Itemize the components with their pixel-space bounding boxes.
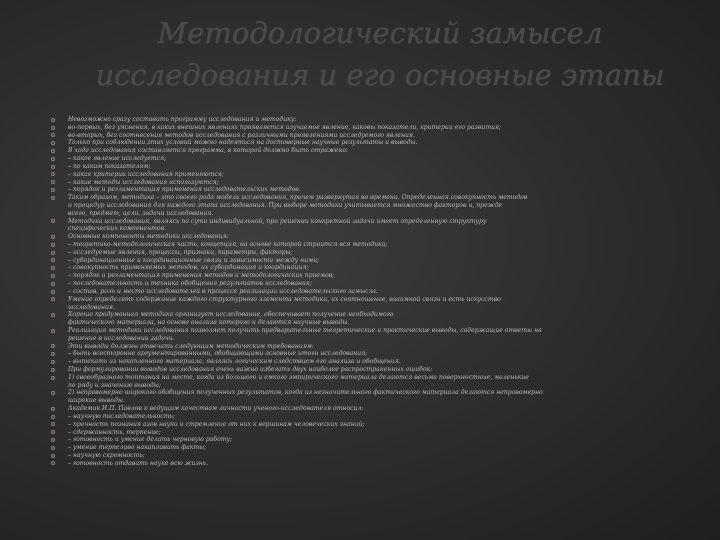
body-line-text: – научную скромность; xyxy=(68,451,145,459)
body-line xyxy=(50,350,698,358)
body-line xyxy=(50,343,698,351)
bullet-icon xyxy=(51,329,55,333)
body-line xyxy=(50,311,698,319)
bullet-icon xyxy=(51,391,55,395)
slide-body-text xyxy=(50,116,698,534)
body-line-text: и процедур исследования для каждого этапа исследования. При выборе методики учитывается множество факторов и, прежде xyxy=(68,201,503,209)
bullet-icon xyxy=(51,446,55,450)
body-line xyxy=(50,374,698,382)
body-line-text: – умение терпеливо накапливать факты; xyxy=(68,444,207,452)
body-line xyxy=(50,421,698,429)
bullet-icon xyxy=(51,290,55,294)
body-line-text: всего, предмет, цели, задачи исследования. xyxy=(68,209,214,217)
body-line-text: – какие методы исследования используются; xyxy=(68,178,219,186)
bullet-icon xyxy=(51,297,55,301)
body-line-text: Невозможно сразу составить программу исследования и методику: xyxy=(68,116,297,123)
body-line-text: – прочность познания азов науки и стремление от них к вершинам человеческих знаний; xyxy=(68,420,365,428)
body-line xyxy=(50,264,698,272)
bullet-icon xyxy=(51,266,55,270)
bullet-icon xyxy=(51,258,55,262)
body-line-text: Основные компоненты методики исследования: xyxy=(68,233,229,241)
body-line-text: фактического материала, на основе анализа которого и делаются научные выводы. xyxy=(68,319,350,327)
body-line xyxy=(50,272,698,280)
bullet-icon xyxy=(51,352,55,356)
bullet-icon xyxy=(51,274,55,278)
body-line xyxy=(50,366,698,374)
body-line-text: – какое явление исследуется; xyxy=(68,155,167,163)
body-line-text: решение в исследовании задачи. xyxy=(68,334,175,342)
title-line-1: Методологический замысел xyxy=(157,16,603,50)
bullet-icon xyxy=(51,188,55,192)
body-line-text: – сдержанность, терпение; xyxy=(68,428,161,436)
body-line-text: 1) своеобразного топтания на месте, когда из большого и емкого эмпирического материала делаются весьма поверхностные, маленькие xyxy=(68,373,529,381)
body-line xyxy=(50,249,698,257)
body-line-text: – готовность отдавать науке всю жизнь. xyxy=(68,459,209,467)
body-line-text: – порядок и регламентация применения исследовательских методов. xyxy=(68,186,301,194)
body-line-text: 2) неправомерно широкого обобщения полученных результатов, когда из незначительного фактического материала делаются неправомерно xyxy=(68,389,543,397)
bullet-icon xyxy=(51,180,55,184)
body-line xyxy=(50,460,698,468)
body-line-text: по ряду и значению выводы; xyxy=(68,381,161,389)
body-line-text: – теоретико-методологическая часть, концепция, на основе которой строится вся методика; xyxy=(68,241,388,248)
body-line xyxy=(50,171,698,179)
body-line-text: Хорошо продуманная методика организует исследование, обеспечивает получение необходимого xyxy=(68,311,394,319)
body-line xyxy=(50,288,698,296)
body-line-text: – быть всесторонне аргументированными, обобщающими основные итоги исследования; xyxy=(68,350,368,358)
bullet-icon xyxy=(51,438,55,442)
bullet-icon xyxy=(51,422,55,426)
body-line xyxy=(50,335,698,343)
bullet-icon xyxy=(51,235,55,239)
bullet-icon xyxy=(51,243,55,247)
bullet-icon xyxy=(51,360,55,364)
body-line-text: – научную последовательность; xyxy=(68,412,175,420)
bullet-icon xyxy=(51,126,55,130)
bullet-icon xyxy=(51,133,55,137)
body-line-text: – исследуемые явления, процессы, признаки, параметры, факторы; xyxy=(68,248,293,256)
body-line-text: Умение определять содержание каждого структурного элемента методики, их соотношение, взаимной связи и есть искусство xyxy=(68,295,501,303)
body-line-text: Реализация методики исследования позволяет получить предварительные теоретические и практические выводы, содержащие ответы на xyxy=(68,326,542,334)
body-line-text: специфических компонентов. xyxy=(68,225,167,233)
body-line-text: – состав, роль и место исследователей в процессе реализации исследовательского замысла. xyxy=(68,287,378,295)
bullet-icon xyxy=(51,344,55,348)
body-line xyxy=(50,155,698,163)
bullet-icon xyxy=(51,172,55,176)
body-line xyxy=(50,186,698,194)
body-line xyxy=(50,233,698,241)
title-line-2: исследования и его основные этапы xyxy=(95,58,665,92)
body-line xyxy=(50,124,698,132)
body-line-text: – порядок и регламентация применения методов и методологических приемов; xyxy=(68,272,335,280)
body-line xyxy=(50,444,698,452)
body-line-text: во-первых, без уяснения, в каких внешних явлениях проявляется изучаемое явление, каковы показатели, критерии его развития; xyxy=(68,123,502,131)
body-line xyxy=(50,389,698,397)
body-line xyxy=(50,304,698,312)
bullet-icon xyxy=(51,282,55,286)
body-line xyxy=(50,163,698,171)
body-line-text: Академик И.П. Павлов к ведущим качествам личности ученого-исследователя относил: xyxy=(68,405,364,413)
body-line xyxy=(50,382,698,390)
bullet-icon xyxy=(51,454,55,458)
body-line-text: Методика исследования, являясь по сути индивидуальной, при решении конкретной задачи имеет определенную структуру xyxy=(68,217,487,225)
body-line xyxy=(50,202,698,210)
body-line-text: – последовательность и техника обобщения результатов исследования; xyxy=(68,280,312,288)
body-line-text: В ходе исследования составляется программа, в которой должно быть отражено: xyxy=(68,147,349,155)
body-line xyxy=(50,280,698,288)
body-line-text: При формулировании выводов исследования очень важно избегать двух наиболее распространенных ошибок: xyxy=(68,366,433,373)
body-line xyxy=(50,327,698,335)
body-line-text: – субординационные и координационные связи и зависимости между ними; xyxy=(68,256,320,264)
body-line xyxy=(50,194,698,202)
bullet-icon xyxy=(51,415,55,419)
body-line xyxy=(50,218,698,226)
body-line-text: во-вторых, без соотнесения методов исследования с различными проявлениями исследуемого явления. xyxy=(68,131,415,139)
body-line xyxy=(50,225,698,233)
body-line-text: Только при соблюдении этих условий можно надеяться на достоверные научные результаты и выводы. xyxy=(68,139,418,147)
body-line-text: – вытекать из накопленного материала, являясь логическим следствием его анализа и обобщения. xyxy=(68,358,401,366)
body-line-text: Эти выводы должны отвечать следующим методическим требованиям: xyxy=(68,342,314,350)
body-line xyxy=(50,147,698,155)
body-line xyxy=(50,397,698,405)
body-line-text: исследования. xyxy=(68,303,115,311)
bullet-icon xyxy=(51,141,55,145)
body-line-text: – готовность и умение делать черновую работу; xyxy=(68,436,233,444)
body-line xyxy=(50,452,698,460)
body-line xyxy=(50,179,698,187)
body-line xyxy=(50,116,698,124)
body-line xyxy=(50,429,698,437)
body-line xyxy=(50,257,698,265)
body-line xyxy=(50,436,698,444)
bullet-icon xyxy=(51,118,55,122)
body-line xyxy=(50,319,698,327)
body-line xyxy=(50,405,698,413)
bullet-icon xyxy=(51,376,55,380)
bullet-icon xyxy=(51,251,55,255)
bullet-icon xyxy=(51,368,55,372)
body-line-text: – какие критерии исследования применяются; xyxy=(68,170,224,178)
body-line xyxy=(50,241,698,249)
body-line-text: – по каким показателям; xyxy=(68,162,151,170)
body-line xyxy=(50,139,698,147)
bullet-icon xyxy=(51,196,55,200)
body-line-text: Таким образом, методика – это своего рода модель исследования, причем развернутая во времени. Определенная совокупность методов xyxy=(68,194,528,202)
bullet-icon xyxy=(51,157,55,161)
body-line xyxy=(50,358,698,366)
bullet-icon xyxy=(51,313,55,317)
bullet-icon xyxy=(51,149,55,153)
body-line xyxy=(50,296,698,304)
bullet-icon xyxy=(51,219,55,223)
body-line xyxy=(50,132,698,140)
slide-title xyxy=(70,12,690,96)
body-line-text: широкие выводы. xyxy=(68,397,125,405)
bullet-icon xyxy=(51,430,55,434)
bullet-icon xyxy=(51,407,55,411)
body-line xyxy=(50,210,698,218)
bullet-icon xyxy=(51,461,55,465)
body-line-text: – совокупность применяемых методов, их субординация и координация; xyxy=(68,264,309,272)
bullet-icon xyxy=(51,165,55,169)
body-line xyxy=(50,413,698,421)
